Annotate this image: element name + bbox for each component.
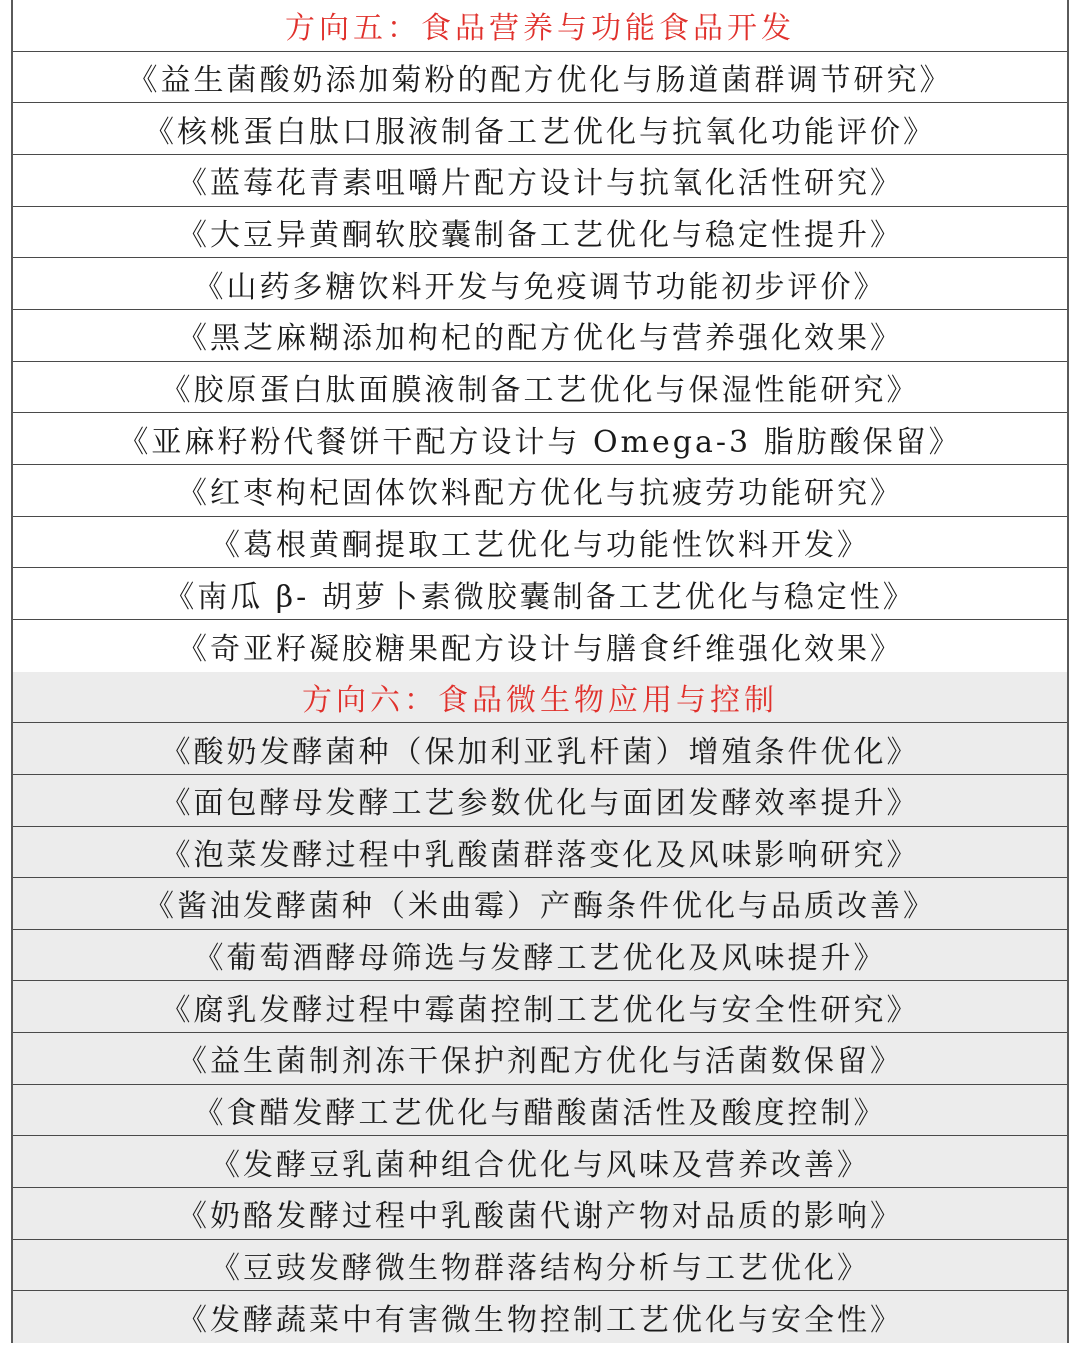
topic-row: 《益生菌酸奶添加菊粉的配方优化与肠道菌群调节研究》 — [13, 52, 1067, 104]
topic-row: 《山药多糖饮料开发与免疫调节功能初步评价》 — [13, 258, 1067, 310]
topic-row: 《南瓜 β- 胡萝卜素微胶囊制备工艺优化与稳定性》 — [13, 568, 1067, 620]
section-direction-5 — [13, 0, 1067, 672]
topic-row: 《奶酪发酵过程中乳酸菌代谢产物对品质的影响》 — [13, 1188, 1067, 1240]
topic-row: 《益生菌制剂冻干保护剂配方优化与活菌数保留》 — [13, 1033, 1067, 1085]
topic-row: 《发酵豆乳菌种组合优化与风味及营养改善》 — [13, 1136, 1067, 1188]
topic-row: 《腐乳发酵过程中霉菌控制工艺优化与安全性研究》 — [13, 981, 1067, 1033]
topic-row: 《大豆异黄酮软胶囊制备工艺优化与稳定性提升》 — [13, 207, 1067, 259]
topic-row: 《黑芝麻糊添加枸杞的配方优化与营养强化效果》 — [13, 310, 1067, 362]
topic-row: 《胶原蛋白肽面膜液制备工艺优化与保湿性能研究》 — [13, 362, 1067, 414]
topic-row: 《奇亚籽凝胶糖果配方设计与膳食纤维强化效果》 — [13, 620, 1067, 672]
topic-row: 《食醋发酵工艺优化与醋酸菌活性及酸度控制》 — [13, 1085, 1067, 1137]
topic-table — [11, 0, 1069, 1343]
topic-row: 《葡萄酒酵母筛选与发酵工艺优化及风味提升》 — [13, 930, 1067, 982]
topic-row: 《面包酵母发酵工艺参数优化与面团发酵效率提升》 — [13, 775, 1067, 827]
topic-row: 《蓝莓花青素咀嚼片配方设计与抗氧化活性研究》 — [13, 155, 1067, 207]
topic-row: 《豆豉发酵微生物群落结构分析与工艺优化》 — [13, 1240, 1067, 1292]
topic-row: 《核桃蛋白肽口服液制备工艺优化与抗氧化功能评价》 — [13, 103, 1067, 155]
topic-row: 《酸奶发酵菌种（保加利亚乳杆菌）增殖条件优化》 — [13, 723, 1067, 775]
section-header: 方向五：食品营养与功能食品开发 — [13, 0, 1067, 52]
section-direction-6 — [13, 672, 1067, 1344]
topic-row: 《泡菜发酵过程中乳酸菌群落变化及风味影响研究》 — [13, 827, 1067, 879]
topic-row: 《红枣枸杞固体饮料配方优化与抗疲劳功能研究》 — [13, 465, 1067, 517]
topic-row: 《发酵蔬菜中有害微生物控制工艺优化与安全性》 — [13, 1291, 1067, 1343]
section-header: 方向六：食品微生物应用与控制 — [13, 672, 1067, 724]
topic-row: 《酱油发酵菌种（米曲霉）产酶条件优化与品质改善》 — [13, 878, 1067, 930]
topic-row: 《亚麻籽粉代餐饼干配方设计与 Omega-3 脂肪酸保留》 — [13, 413, 1067, 465]
topic-row: 《葛根黄酮提取工艺优化与功能性饮料开发》 — [13, 517, 1067, 569]
